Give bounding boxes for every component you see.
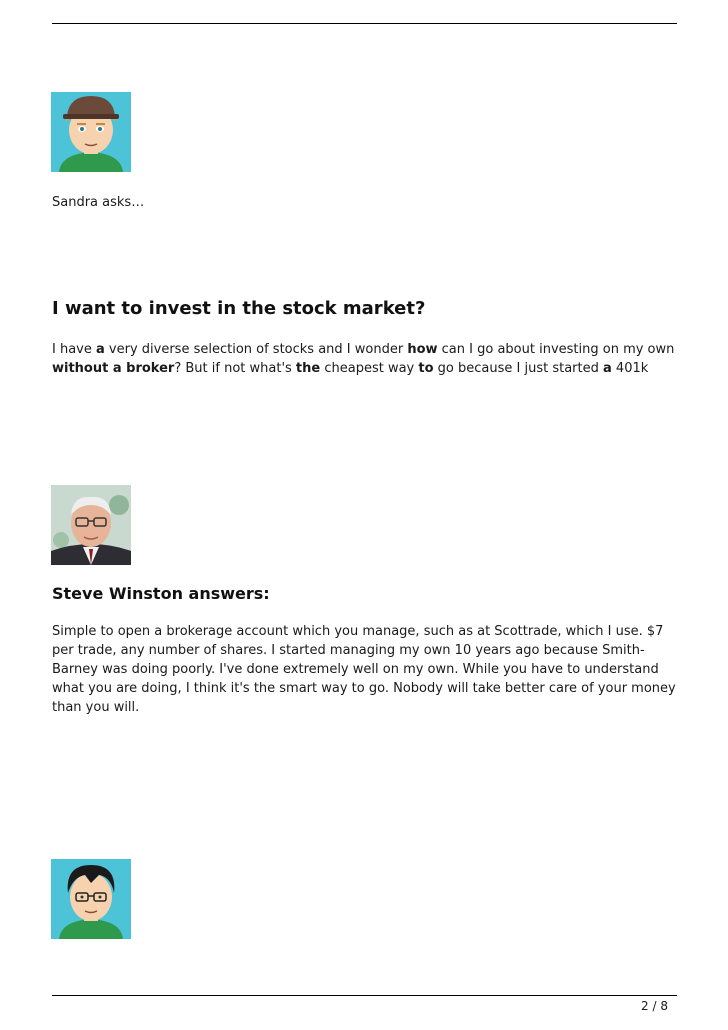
question-text-segment: ? But if not what's	[174, 361, 296, 376]
question-text-segment: I have	[52, 342, 96, 357]
answer-body: Simple to open a brokerage account which you manage, such as at Scottrade, which I use. $7 per trade, any number of shares. I started managing my own 10 years ago because Smith-Barney was doing poorly. I've done extremely well on my own. While you have to understand what you are doing, I think it's the smart way to go. Nobody will take better care of your money than you will.	[52, 624, 676, 715]
asker-line: Sandra asks…	[52, 195, 145, 210]
question-bold-word: how	[407, 342, 438, 357]
answerer-line: Steve Winston answers:	[52, 584, 270, 603]
question-bold-word: without a broker	[52, 361, 175, 376]
footer-rule	[52, 995, 677, 996]
question-text-segment: go because I just started	[433, 361, 604, 376]
question-text-segment: very diverse selection of stocks and I wonder	[104, 342, 408, 357]
question-bold-word: to	[418, 361, 434, 376]
question-bold-word: the	[295, 361, 321, 376]
next-asker-avatar	[51, 859, 131, 939]
question-body	[52, 340, 677, 378]
asker-avatar	[51, 92, 131, 172]
question-text-segment: can I go about investing on my own	[437, 342, 675, 357]
question-text-segment: cheapest way	[320, 361, 419, 376]
page-number: 2 / 8	[641, 999, 668, 1013]
question-text-segment: 401k	[611, 361, 649, 376]
answerer-avatar	[51, 485, 131, 565]
header-rule	[52, 23, 677, 24]
question-bold-word: a	[96, 342, 105, 357]
question-bold-word: a	[603, 361, 612, 376]
question-title: I want to invest in the stock market?	[52, 298, 426, 319]
